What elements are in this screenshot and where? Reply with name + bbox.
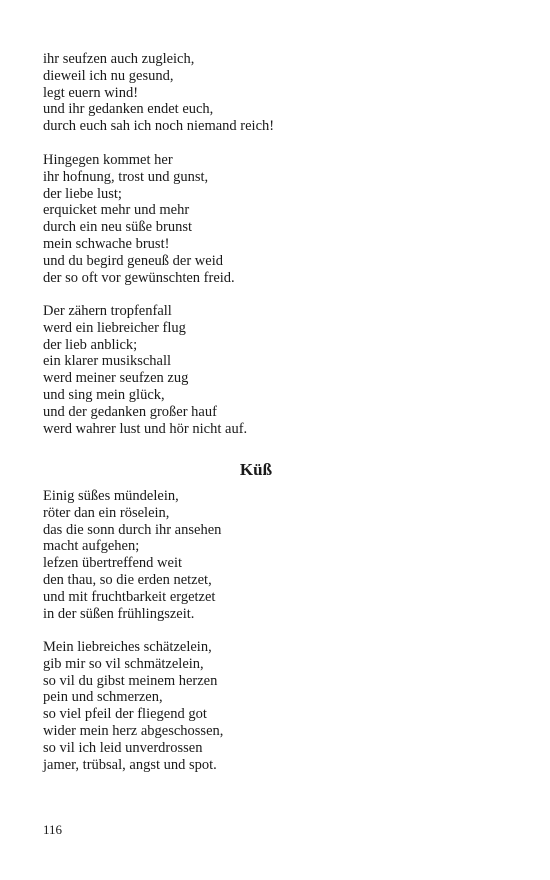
verse-line: erquicket mehr und mehr [43,202,190,219]
verse-line: röter dan ein röselein, [43,504,170,521]
stanza-1 [43,51,274,135]
verse-line: mein schwache brust! [43,235,170,252]
verse-line: Hingegen kommet her [43,152,173,168]
verse-line: und der gedanken großer hauf [43,403,217,420]
verse-line: den thau, so die erden netzet, [43,571,212,588]
poem-title: Küß [239,460,273,479]
verse-line: ein klarer musikschall [43,353,172,370]
verse-line: durch ein neu süße brunst [43,219,192,236]
verse-line: werd wahrer lust und hör nicht auf. [43,420,248,437]
verse-line: macht aufgehen; [43,538,140,555]
stanza-3 [43,303,247,437]
verse-line: und du begird geneuß der weid [43,252,223,269]
verse-line: in der süßen frühlingszeit. [43,605,195,622]
stanza-2 [43,152,235,286]
verse-line: lefzen übertreffend weit [43,555,183,572]
verse-line: ihr seufzen auch zugleich, [43,51,195,67]
page-number: 116 [43,822,63,837]
verse-line: dieweil ich nu gesund, [43,67,174,84]
verse-line: werd ein liebreicher flug [43,319,186,336]
verse-line: Mein liebreiches schätzelein, [43,639,212,655]
stanza-5 [43,639,223,773]
verse-line: Der zähern tropfenfall [43,303,172,319]
verse-line: der so oft vor gewünschten freid. [43,269,235,286]
verse-line: der lieb anblick; [43,336,138,353]
verse-line: gib mir so vil schmätzelein, [43,655,204,672]
verse-line: wider mein herz abgeschossen, [43,722,224,739]
verse-line: so vil du gibst meinem herzen [43,672,218,689]
verse-line: das die sonn durch ihr ansehen [43,521,222,538]
verse-line: legt euern wind! [43,84,139,101]
verse-line: durch euch sah ich noch niemand reich! [43,118,275,135]
verse-line: und sing mein glück, [43,386,165,403]
verse-line: ihr hofnung, trost und gunst, [43,168,209,185]
verse-line: der liebe lust; [43,185,122,202]
verse-line: pein und schmerzen, [43,689,163,706]
verse-line: so vil ich leid unverdrossen [43,739,203,756]
verse-line: Einig süßes mündelein, [43,488,179,504]
verse-line: werd meiner seufzen zug [43,370,189,387]
verse-line: und mit fruchtbarkeit ergetzet [43,588,216,605]
verse-line: jamer, trübsal, angst und spot. [43,756,217,773]
verse-line: und ihr gedanken endet euch, [43,101,214,118]
stanza-4 [43,488,221,622]
verse-line: so viel pfeil der fliegend got [43,706,207,723]
